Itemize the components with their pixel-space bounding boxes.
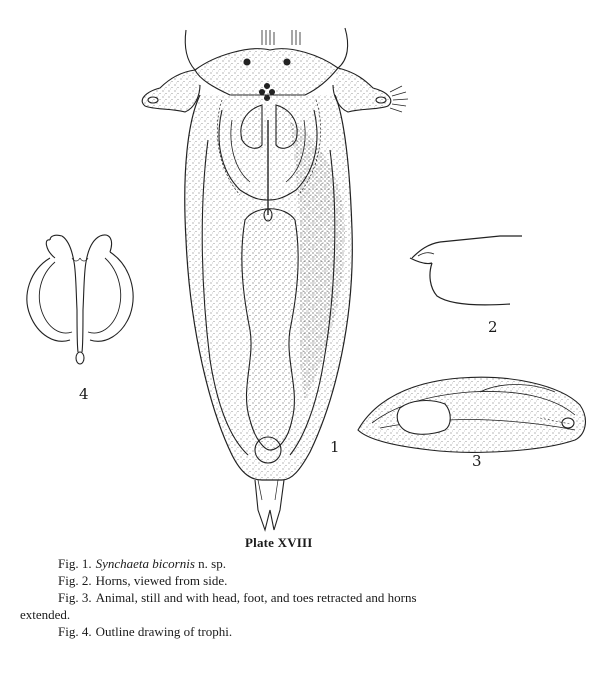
caption-fig-1-suffix: n. sp. (194, 556, 226, 571)
caption-fig-4 (0, 623, 600, 640)
figure-1-animal-drawing (142, 28, 408, 530)
caption-fig-1 (0, 555, 600, 572)
figure-3-label: 3 (472, 452, 482, 470)
caption-fig-2-text: Horns, viewed from side. (95, 573, 228, 588)
caption-fig-3-label: Fig. 3. (58, 590, 92, 605)
figure-1-label: 1 (330, 438, 340, 456)
plate-title: Plate XVIII (245, 535, 313, 550)
caption-fig-2-label: Fig. 2. (58, 573, 92, 588)
figure-4-label: 4 (79, 385, 89, 403)
figure-2-label: 2 (488, 318, 498, 336)
caption-fig-4-text: Outline drawing of trophi. (95, 624, 233, 639)
caption-fig-3-continuation (0, 606, 600, 623)
caption-fig-4-label: Fig. 4. (58, 624, 92, 639)
figure-2-horn-drawing (410, 236, 522, 305)
caption-fig-2 (0, 572, 600, 589)
caption-fig-3-text-line2: extended. (20, 607, 71, 622)
figure-captions (0, 555, 600, 640)
figure-4-trophi-drawing (27, 235, 133, 364)
figure-3-contracted-animal-drawing (358, 377, 585, 452)
caption-fig-1-label: Fig. 1. (58, 556, 92, 571)
caption-fig-3 (0, 589, 600, 606)
caption-fig-1-species: Synchaeta bicornis (95, 556, 195, 571)
caption-fig-3-text-line1: Animal, still and with head, foot, and toes retracted and horns (95, 590, 417, 605)
